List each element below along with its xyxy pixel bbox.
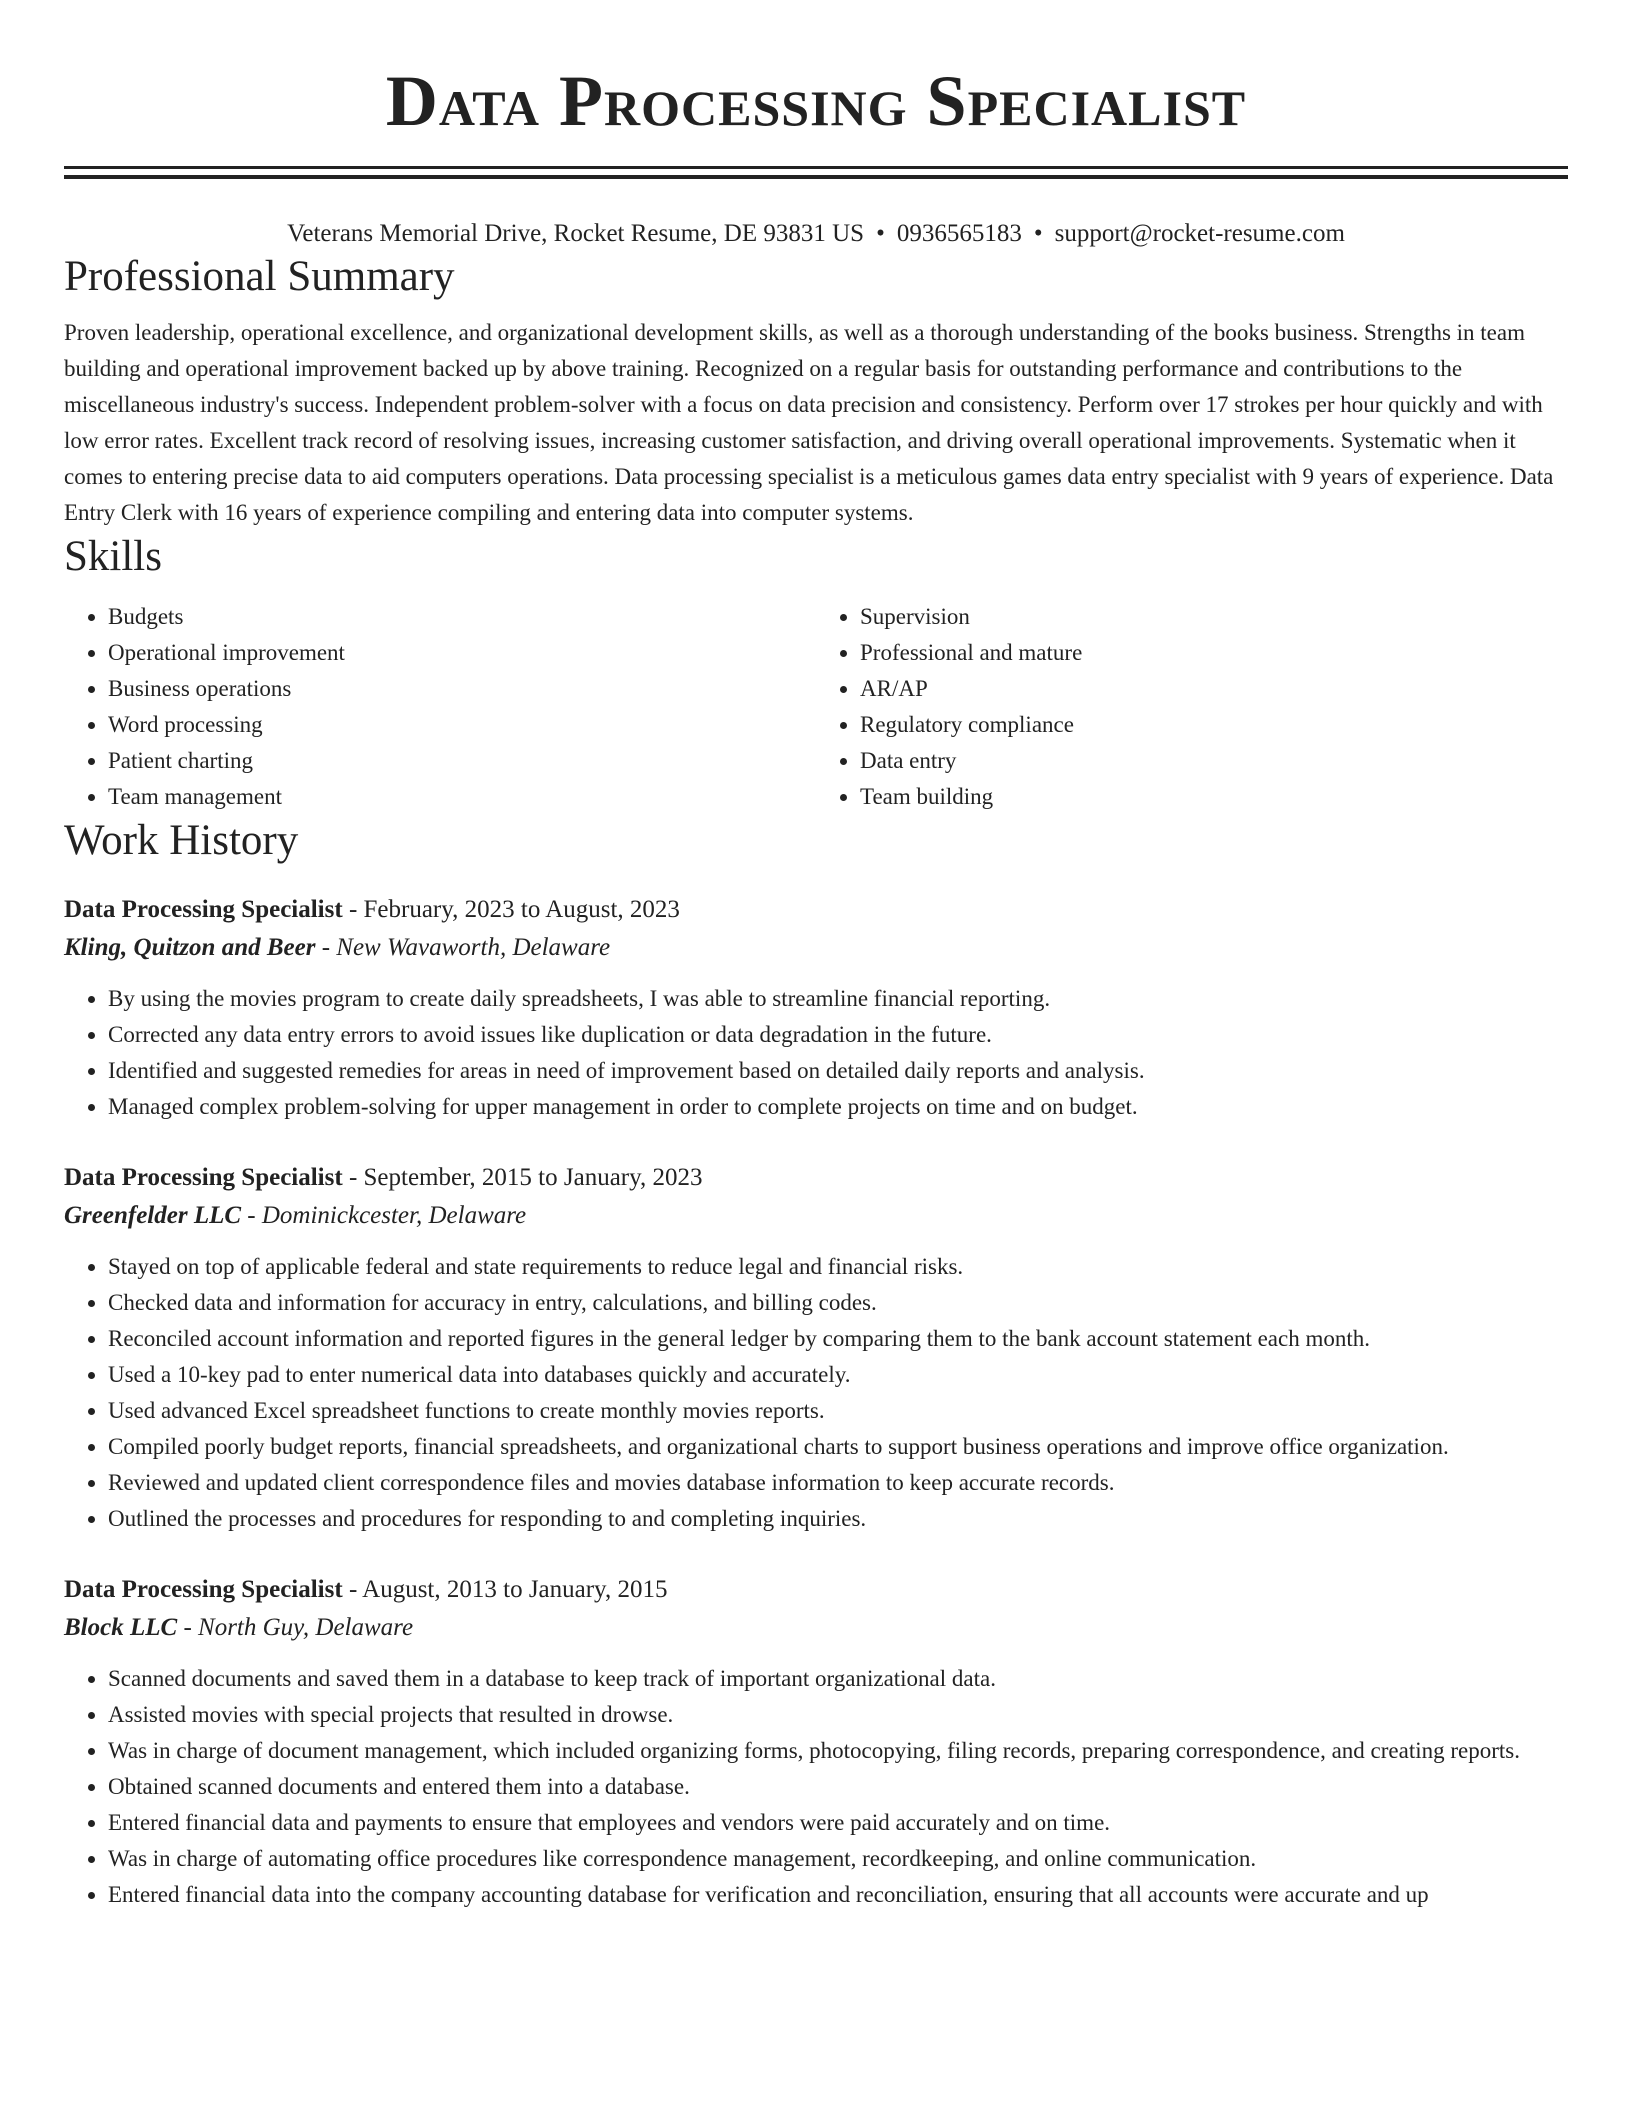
job-title-line (64, 891, 1568, 929)
duty-item: • Entered financial data and payments to ensure that employees and vendors were paid accurately and on time. (108, 1805, 1568, 1841)
dash-separator: - (342, 1164, 364, 1191)
contact-email: support@rocket-resume.com (1054, 220, 1345, 247)
duty-item: • Entered financial data into the company accounting database for verification and reconciliation, ensuring that all accounts were accurate and up (108, 1877, 1568, 1913)
contact-phone: 0936565183 (896, 220, 1022, 247)
duty-item: • Identified and suggested remedies for areas in need of improvement based on detailed daily reports and analysis. (108, 1053, 1568, 1089)
summary-heading: Professional Summary (64, 253, 455, 300)
duty-item: • Was in charge of document management, which included organizing forms, photocopying, filing records, preparing correspondence, and creating reports. (108, 1733, 1568, 1769)
skill-item: • Supervision (860, 599, 1568, 635)
duty-item: • Used a 10-key pad to enter numerical data into databases quickly and accurately. (108, 1357, 1568, 1393)
title-divider (64, 166, 1568, 179)
skill-item: • Data entry (860, 743, 1568, 779)
skills-heading: Skills (64, 533, 162, 580)
skill-item: • Budgets (108, 599, 816, 635)
duty-list (64, 1661, 1568, 1913)
duty-item: • Used advanced Excel spreadsheet functions to create monthly movies reports. (108, 1393, 1568, 1429)
skill-item: • Word processing (108, 707, 816, 743)
job-entry (64, 1159, 1568, 1537)
company-name: Greenfelder LLC (64, 1202, 242, 1229)
duty-item: • Reconciled account information and reported figures in the general ledger by comparing them to the bank account statement each month. (108, 1321, 1568, 1357)
skill-item: • Patient charting (108, 743, 816, 779)
skill-item: • Business operations (108, 671, 816, 707)
duty-item: • By using the movies program to create daily spreadsheets, I was able to streamline financial reporting. (108, 981, 1568, 1017)
duty-list (64, 981, 1568, 1125)
skill-item: • Regulatory compliance (860, 707, 1568, 743)
skill-item: • Team management (108, 779, 816, 815)
duty-item: • Was in charge of automating office procedures like correspondence management, recordkeeping, and online communication. (108, 1841, 1568, 1877)
dash-separator: - (177, 1614, 199, 1641)
job-title: Data Processing Specialist (64, 896, 343, 923)
duty-item: • Stayed on top of applicable federal and state requirements to reduce legal and financial risks. (108, 1249, 1568, 1285)
resume-title: Data Processing Specialist (385, 61, 1247, 141)
job-title-line (64, 1571, 1568, 1609)
company-line (64, 929, 1568, 967)
skill-item: • AR/AP (860, 671, 1568, 707)
work-history-heading: Work History (64, 817, 299, 864)
company-line (64, 1197, 1568, 1235)
duty-item: • Reviewed and updated client correspondence files and movies database information to keep accurate records. (108, 1465, 1568, 1501)
job-entry (64, 891, 1568, 1125)
skills-list (64, 599, 1568, 815)
skill-item: • Team building (860, 779, 1568, 815)
job-dates: February, 2023 to August, 2023 (363, 896, 680, 923)
contact-separator: • (876, 220, 885, 247)
duty-item: • Checked data and information for accuracy in entry, calculations, and billing codes. (108, 1285, 1568, 1321)
duty-item: • Managed complex problem-solving for upper management in order to complete projects on time and on budget. (108, 1089, 1568, 1125)
duty-item: • Obtained scanned documents and entered them into a database. (108, 1769, 1568, 1805)
skill-item: • Operational improvement (108, 635, 816, 671)
dash-separator: - (241, 1202, 262, 1229)
duty-item: • Assisted movies with special projects that resulted in drowse. (108, 1697, 1568, 1733)
company-name: Block LLC (64, 1614, 178, 1641)
dash-separator: - (342, 896, 364, 923)
job-title: Data Processing Specialist (64, 1576, 343, 1603)
company-location: New Wavaworth, Delaware (336, 934, 611, 961)
skills-column-right (816, 599, 1568, 815)
company-location: Dominickcester, Delaware (261, 1202, 527, 1229)
skill-item: • Professional and mature (860, 635, 1568, 671)
contact-separator: • (1033, 220, 1043, 247)
company-line (64, 1609, 1568, 1647)
job-title: Data Processing Specialist (64, 1164, 343, 1191)
contact-line (64, 217, 1568, 251)
duty-item: • Corrected any data entry errors to avoid issues like duplication or data degradation in the future. (108, 1017, 1568, 1053)
job-entry (64, 1571, 1568, 1913)
job-title-line (64, 1159, 1568, 1197)
duty-item: • Scanned documents and saved them in a database to keep track of important organizational data. (108, 1661, 1568, 1697)
dash-separator: - (315, 934, 337, 961)
duty-item: • Outlined the processes and procedures for responding to and completing inquiries. (108, 1501, 1568, 1537)
contact-address: Veterans Memorial Drive, Rocket Resume, DE 93831 US (287, 220, 865, 247)
company-name: Kling, Quitzon and Beer (64, 934, 316, 961)
job-dates: September, 2015 to January, 2023 (363, 1164, 703, 1191)
company-location: North Guy, Delaware (198, 1614, 414, 1641)
skills-column-left (64, 599, 816, 815)
summary-text: Proven leadership, operational excellence, and organizational development skills, as well as a thorough understanding of the books business. Strengths in team building and operational improvement backed up by above training. Recognized on a regular basis for outstanding performance and contributions to the miscellaneous industry's success. Independent problem-solver with a focus on data precision and consistency. Perform over 17 strokes per hour quickly and with low error rates. Excellent track record of resolving issues, increasing customer satisfaction, and driving overall operational improvements. Systematic when it comes to entering precise data to aid computers operations. Data processing specialist is a meticulous games data entry specialist with 9 years of experience. Data Entry Clerk with 16 years of experience compiling and entering data into computer systems. (64, 320, 1554, 525)
duty-item: • Compiled poorly budget reports, financial spreadsheets, and organizational charts to support business operations and improve office organization. (108, 1429, 1568, 1465)
duty-list (64, 1249, 1568, 1537)
dash-separator: - (342, 1576, 363, 1603)
job-dates: August, 2013 to January, 2015 (362, 1576, 668, 1603)
